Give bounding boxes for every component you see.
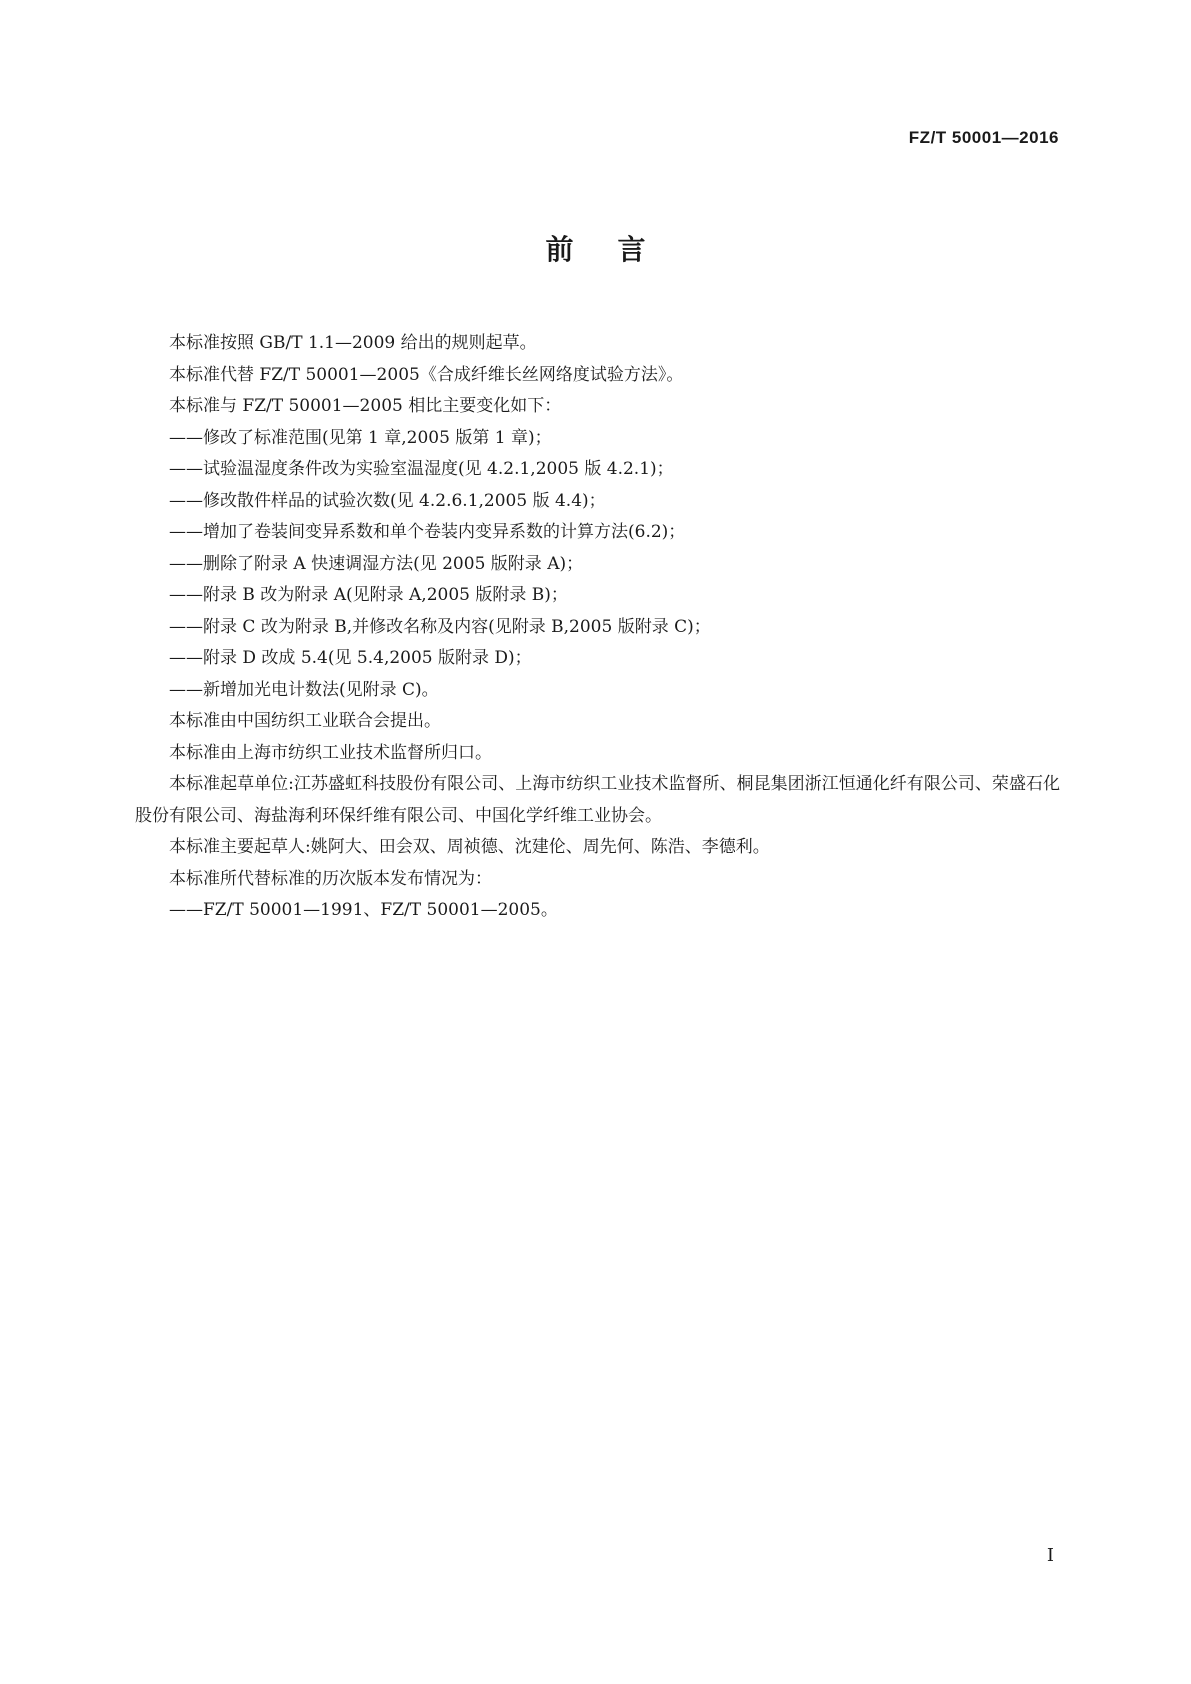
change-item: ——修改了标准范围(见第 1 章,2005 版第 1 章)； [169, 427, 552, 448]
change-item: ——删除了附录 A 快速调湿方法(见 2005 版附录 A)； [169, 553, 584, 574]
change-item: ——试验温湿度条件改为实验室温湿度(见 4.2.1,2005 版 4.2.1)； [169, 459, 674, 479]
paragraph-proposed-by: 本标准由中国纺织工业联合会提出。 [169, 711, 441, 731]
change-item: ——新增加光电计数法(见附录 C)。 [169, 679, 439, 700]
change-item: ——修改散件样品的试验次数(见 4.2.6.1,2005 版 4.4)； [169, 490, 606, 511]
paragraph-drafting-units: 本标准起草单位:江苏盛虹科技股份有限公司、上海市纺织工业技术监督所、桐昆集团浙江恒通化纤有限公司、荣盛石化股份有限公司、海盐海利环保纤维有限公司、中国化学纤维工业协会。 [135, 774, 1060, 826]
paragraph-drafting-rules: 本标准按照 GB/T 1.1—2009 给出的规则起草。 [169, 333, 537, 353]
paragraph-drafters: 本标准主要起草人:姚阿大、田会双、周祯德、沈建伦、周先何、陈浩、李德利。 [169, 837, 770, 857]
change-item: ——附录 C 改为附录 B,并修改名称及内容(见附录 B,2005 版附录 C)； [169, 616, 711, 637]
paragraph-centralized-by: 本标准由上海市纺织工业技术监督所归口。 [169, 742, 492, 763]
paragraph-replaces: 本标准代替 FZ/T 50001—2005《合成纤维长丝网络度试验方法》。 [169, 364, 684, 385]
change-item: ——增加了卷装间变异系数和单个卷装内变异系数的计算方法(6.2)； [169, 522, 686, 542]
change-item: ——附录 D 改成 5.4(见 5.4,2005 版附录 D)； [169, 648, 532, 668]
history-item: ——FZ/T 50001—1991、FZ/T 50001—2005。 [169, 900, 558, 920]
paragraph-changes-intro: 本标准与 FZ/T 50001—2005 相比主要变化如下： [169, 396, 562, 416]
standard-code: FZ/T 50001—2016 [908, 128, 1059, 147]
page-title: 前言 [545, 233, 690, 266]
change-item: ——附录 B 改为附录 A(见附录 A,2005 版附录 B)； [169, 585, 568, 605]
paragraph-history-intro: 本标准所代替标准的历次版本发布情况为： [169, 868, 492, 889]
page-number: I [1046, 1545, 1054, 1566]
foreword-body [135, 328, 1060, 927]
